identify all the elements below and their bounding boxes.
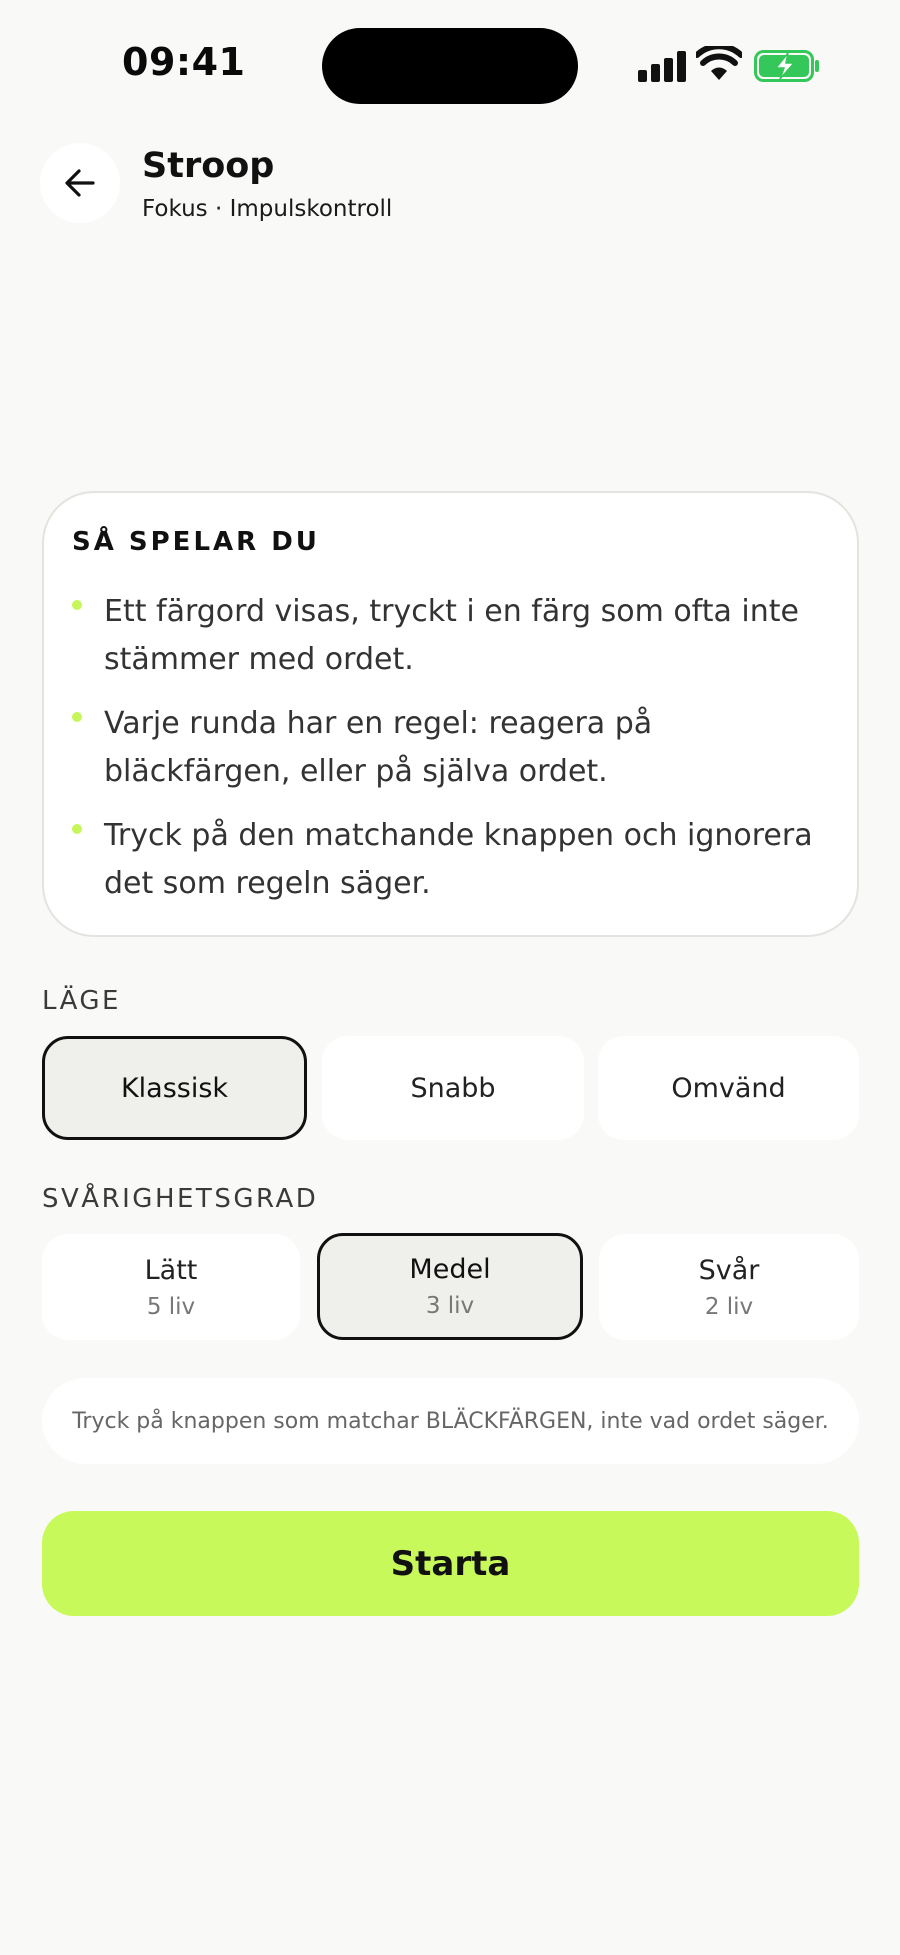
start-button[interactable]: Starta [42, 1511, 859, 1616]
difficulty-option-latt[interactable]: Lätt 5 liv [42, 1234, 300, 1340]
dynamic-island [322, 28, 578, 104]
page-subtitle: Fokus · Impulskontroll [142, 196, 393, 222]
difficulty-label: SVÅRIGHETSGRAD [42, 1184, 319, 1214]
mode-label: LÄGE [42, 986, 121, 1016]
difficulty-option-svar[interactable]: Svår 2 liv [599, 1234, 859, 1340]
instruction-item: Tryck på den matchande knappen och ignorera det som regeln säger. [72, 812, 842, 908]
bullet-icon [72, 712, 82, 722]
hint-text: Tryck på knappen som matchar BLÄCKFÄRGEN, inte vad ordet säger. [42, 1378, 859, 1464]
mode-option-klassisk[interactable]: Klassisk [42, 1036, 307, 1140]
battery-charging-icon [754, 50, 820, 82]
cellular-signal-icon [638, 50, 686, 82]
page-title: Stroop [142, 146, 275, 186]
back-button[interactable] [40, 143, 120, 223]
bullet-icon [72, 600, 82, 610]
arrow-left-icon [63, 166, 97, 200]
mode-option-snabb[interactable]: Snabb [322, 1036, 584, 1140]
mode-option-omvand[interactable]: Omvänd [598, 1036, 859, 1140]
wifi-icon [696, 46, 742, 82]
instruction-item: Varje runda har en regel: reagera på bläckfärgen, eller på själva ordet. [72, 700, 842, 796]
status-bar [0, 0, 900, 110]
instructions-heading: SÅ SPELAR DU [72, 527, 320, 557]
status-time: 09:41 [122, 40, 246, 84]
bullet-icon [72, 824, 82, 834]
difficulty-option-medel[interactable]: Medel 3 liv [317, 1233, 583, 1340]
instruction-item: Ett färgord visas, tryckt i en färg som ofta inte stämmer med ordet. [72, 588, 842, 684]
